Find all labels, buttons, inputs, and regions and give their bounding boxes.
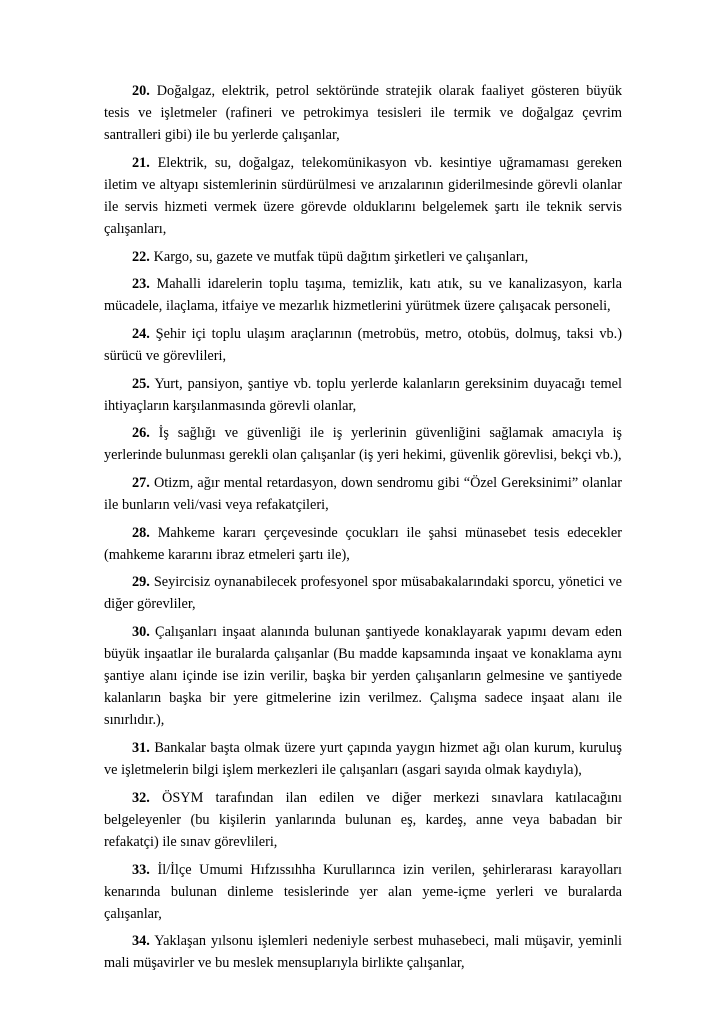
list-item <box>104 522 622 566</box>
list-item-number: 25. <box>132 375 150 392</box>
list-item <box>104 737 622 781</box>
list-item-number: 33. <box>132 861 150 878</box>
list-item-number: 28. <box>132 524 150 541</box>
list-item-text: Şehir içi toplu ulaşım araçlarının (metrobüs, metro, otobüs, dolmuş, taksi vb.) sürücü ve görevlileri, <box>104 325 622 365</box>
list-item <box>104 152 622 240</box>
list-item-text: Otizm, ağır mental retardasyon, down sendromu gibi “Özel Gereksinimi” olanlar ile bunların veli/vasi veya refakatçileri, <box>104 475 622 514</box>
list-item-text: Mahkeme kararı çerçevesinde çocukları ile şahsi münasebet tesis edecekler (mahkeme kararını ibraz etmeleri şartı ile), <box>104 524 622 563</box>
list-item <box>104 859 622 925</box>
list-item-number: 20. <box>132 83 150 99</box>
list-item-number: 22. <box>132 248 150 265</box>
list-item-number: 29. <box>132 574 150 591</box>
list-item <box>104 571 622 615</box>
list-item <box>104 323 622 367</box>
list-item-text: ÖSYM tarafından ilan edilen ve diğer merkezi sınavlara katılacağını belgeleyenler (bu kişilerin yanlarında bulunan eş, kardeş, anne veya babadan bir refakatçi) ile sınav görevlileri, <box>104 789 622 850</box>
list-item-number: 31. <box>132 740 150 757</box>
list-item-text: Elektrik, su, doğalgaz, telekomünikasyon vb. kesintiye uğramaması gereken iletim ve altyapı sistemlerinin sürdürülmesi ve arızalarının giderilmesinde görevli olanlar ile servis hizmeti vermek üzere görevde olduklarını belgelemek şartı ile teknik servis çalışanları, <box>104 154 622 238</box>
list-item <box>104 621 622 731</box>
list-item-number: 26. <box>132 425 150 442</box>
list-item-text: Çalışanları inşaat alanında bulunan şantiyede konaklayarak yapımı devam eden büyük inşaatlar ile buralarda çalışanlar (Bu madde kapsamında inşaat ve konaklama aynı şantiye alanı içinde ise izin verilir, başka bir yerden çalışanların gelmesine ve şantiyede kalanların başka bir yere gitmelerine izin verilmez. Çalışma sadece inşaat alanı ile sınırlıdır.), <box>104 624 622 729</box>
list-item-number: 27. <box>132 475 150 491</box>
list-item <box>104 246 622 268</box>
list-item-number: 24. <box>132 325 150 342</box>
document-text-body <box>104 80 622 974</box>
list-item <box>104 273 622 317</box>
list-item-text: Yaklaşan yılsonu işlemleri nedeniyle serbest muhasebeci, mali müşavir, yeminli mali müşavirler ve bu meslek mensuplarıyla birlikte çalışanlar, <box>104 933 622 972</box>
list-item-text: Kargo, su, gazete ve mutfak tüpü dağıtım şirketleri ve çalışanları, <box>153 248 529 265</box>
list-item <box>104 472 622 516</box>
list-item-text: Doğalgaz, elektrik, petrol sektöründe stratejik olarak faaliyet gösteren büyük tesis ve işletmeler (rafineri ve petrokimya tesisleri ile termik ve doğalgaz çevrim santralleri gibi) ile bu yerlerde çalışanlar, <box>104 83 622 144</box>
list-item-number: 34. <box>132 933 150 950</box>
list-item-number: 21. <box>132 154 150 171</box>
list-item-text: Seyircisiz oynanabilecek profesyonel spor müsabakalarındaki sporcu, yönetici ve diğer görevliler, <box>104 574 622 613</box>
list-item-number: 30. <box>132 624 150 641</box>
list-item-text: İş sağlığı ve güvenliği ile iş yerlerinin güvenliğini sağlamak amacıyla iş yerlerinde bulunması gerekli olan çalışanlar (iş yeri hekimi, güvenlik görevlisi, bekçi vb.), <box>104 425 622 464</box>
list-item-number: 23. <box>132 276 150 293</box>
list-item-number: 32. <box>132 789 150 806</box>
list-item <box>104 930 622 974</box>
list-item <box>104 787 622 853</box>
list-item <box>104 80 622 146</box>
list-item-text: Yurt, pansiyon, şantiye vb. toplu yerlerde kalanların gereksinim duyacağı temel ihtiyaçların karşılanmasında görevli olanlar, <box>104 375 622 414</box>
list-item-text: Bankalar başta olmak üzere yurt çapında yaygın hizmet ağı olan kurum, kuruluş ve işletmelerin bilgi işlem merkezleri ile çalışanları (asgari sayıda olmak kaydıyla), <box>104 740 622 779</box>
list-item-text: İl/İlçe Umumi Hıfzıssıhha Kurullarınca izin verilen, şehirlerarası karayolları kenarında bulunan dinleme tesislerinde yer alan yeme-içme yerleri ve buralarda çalışanlar, <box>104 861 622 922</box>
list-item <box>104 373 622 417</box>
list-item-text: Mahalli idarelerin toplu taşıma, temizlik, katı atık, su ve kanalizasyon, karla mücadele, ilaçlama, itfaiye ve mezarlık hizmetlerini yürütmek üzere çalışacak personeli, <box>104 276 622 315</box>
list-item <box>104 422 622 466</box>
